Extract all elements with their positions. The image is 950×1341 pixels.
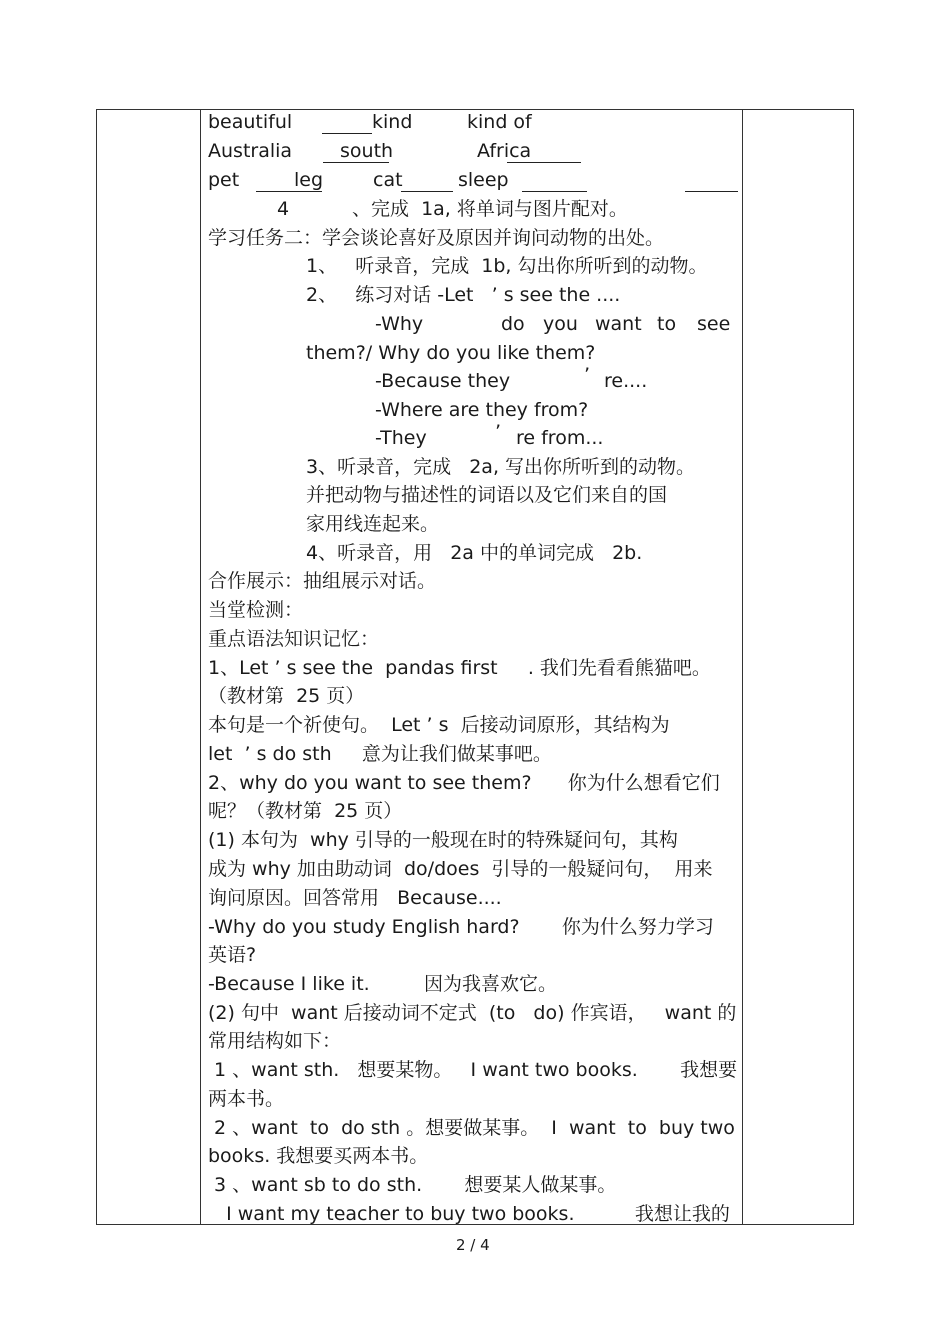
blank-line	[322, 133, 372, 134]
column-divider-right	[742, 109, 743, 1225]
grammar-line: -Why do you study English hard? 你为什么努力学习	[208, 916, 714, 938]
dialogue-word: -Why	[375, 313, 424, 335]
dialogue-line: -Where are they from?	[375, 399, 589, 421]
grammar-line: 询问原因。回答常用 Because....	[208, 887, 502, 909]
grammar-line: 1 、want sth. 想要某物。 I want two books. 我想要	[208, 1059, 738, 1081]
dialogue-line: -Because they	[375, 370, 511, 392]
blank-line	[507, 162, 581, 163]
grammar-line: I want my teacher to buy two books. 我想让我的	[208, 1203, 730, 1225]
vocab-word: sleep	[458, 169, 509, 191]
blank-line	[522, 191, 587, 192]
dialogue-word: to	[657, 313, 677, 335]
grammar-line: 1、Let ’ s see the pandas first . 我们先看看熊猫吧。	[208, 657, 711, 679]
column-divider-left	[200, 109, 201, 1225]
grammar-line: -Because I like it. 因为我喜欢它。	[208, 973, 558, 995]
grammar-line: 2 、want to do sth 。想要做某事。 I want to buy two	[208, 1117, 735, 1139]
vocab-word: Africa	[477, 140, 532, 162]
dialogue-word: you	[543, 313, 578, 335]
vocab-word: kind	[372, 111, 413, 133]
step-text: 并把动物与描述性的词语以及它们来自的国	[306, 484, 668, 506]
blank-line	[401, 191, 453, 192]
step-text: 2、 练习对话 -Let ’ s see the ....	[306, 284, 621, 306]
vocab-word: beautiful	[208, 111, 293, 133]
vocab-word: kind of	[467, 111, 532, 133]
step-number: 4	[277, 198, 290, 220]
grammar-line: books. 我想要买两本书。	[208, 1145, 429, 1167]
step-text: 3、听录音，完成 2a, 写出你所听到的动物。	[306, 456, 696, 478]
vocab-word: Australia	[208, 140, 293, 162]
vocab-word: south	[340, 140, 394, 162]
step-text: 、完成 1a, 将单词与图片配对。	[352, 198, 628, 220]
task-heading: 学习任务二：学会谈论喜好及原因并询问动物的出处。	[208, 227, 665, 249]
page-number: 2 / 4	[456, 1236, 490, 1254]
section-heading: 合作展示：抽组展示对话。	[208, 570, 437, 592]
dialogue-line: -They	[375, 427, 427, 449]
apostrophe: ’	[495, 421, 502, 443]
grammar-line: 呢？（教材第 25 页）	[208, 800, 403, 822]
grammar-line: （教材第 25 页）	[208, 685, 365, 707]
grammar-line: 3 、want sb to do sth. 想要某人做某事。	[208, 1174, 617, 1196]
grammar-line: 两本书。	[208, 1088, 285, 1110]
grammar-line: let ’ s do sth 意为让我们做某事吧。	[208, 743, 552, 765]
step-text: 1、 听录音，完成 1b, 勾出你所听到的动物。	[306, 255, 708, 277]
dialogue-word: want	[595, 313, 642, 335]
dialogue-line: re....	[604, 370, 648, 392]
vocab-word: pet	[208, 169, 240, 191]
apostrophe: ’	[584, 364, 591, 386]
grammar-line: 常用结构如下：	[208, 1030, 342, 1052]
step-text: 家用线连起来。	[306, 513, 440, 535]
grammar-line: (1) 本句为 why 引导的一般现在时的特殊疑问句，其构	[208, 829, 678, 851]
grammar-line: 英语?	[208, 944, 257, 966]
dialogue-line: re from...	[516, 427, 604, 449]
step-text: 4、听录音，用 2a 中的单词完成 2b.	[306, 542, 643, 564]
blank-line	[685, 191, 738, 192]
dialogue-word: see	[697, 313, 731, 335]
vocab-word: leg	[294, 169, 324, 191]
vocab-word: cat	[373, 169, 403, 191]
dialogue-line: them?/ Why do you like them?	[306, 342, 596, 364]
grammar-line: 本句是一个祈使句。 Let ’ s 后接动词原形，其结构为	[208, 714, 670, 736]
section-heading: 重点语法知识记忆：	[208, 628, 380, 650]
dialogue-word: do	[501, 313, 525, 335]
grammar-line: 2、why do you want to see them? 你为什么想看它们	[208, 772, 720, 794]
section-heading: 当堂检测：	[208, 599, 304, 621]
grammar-line: (2) 句中 want 后接动词不定式 (to do) 作宾语， want 的	[208, 1002, 737, 1024]
grammar-line: 成为 why 加由助动词 do/does 引导的一般疑问句， 用来	[208, 858, 713, 880]
